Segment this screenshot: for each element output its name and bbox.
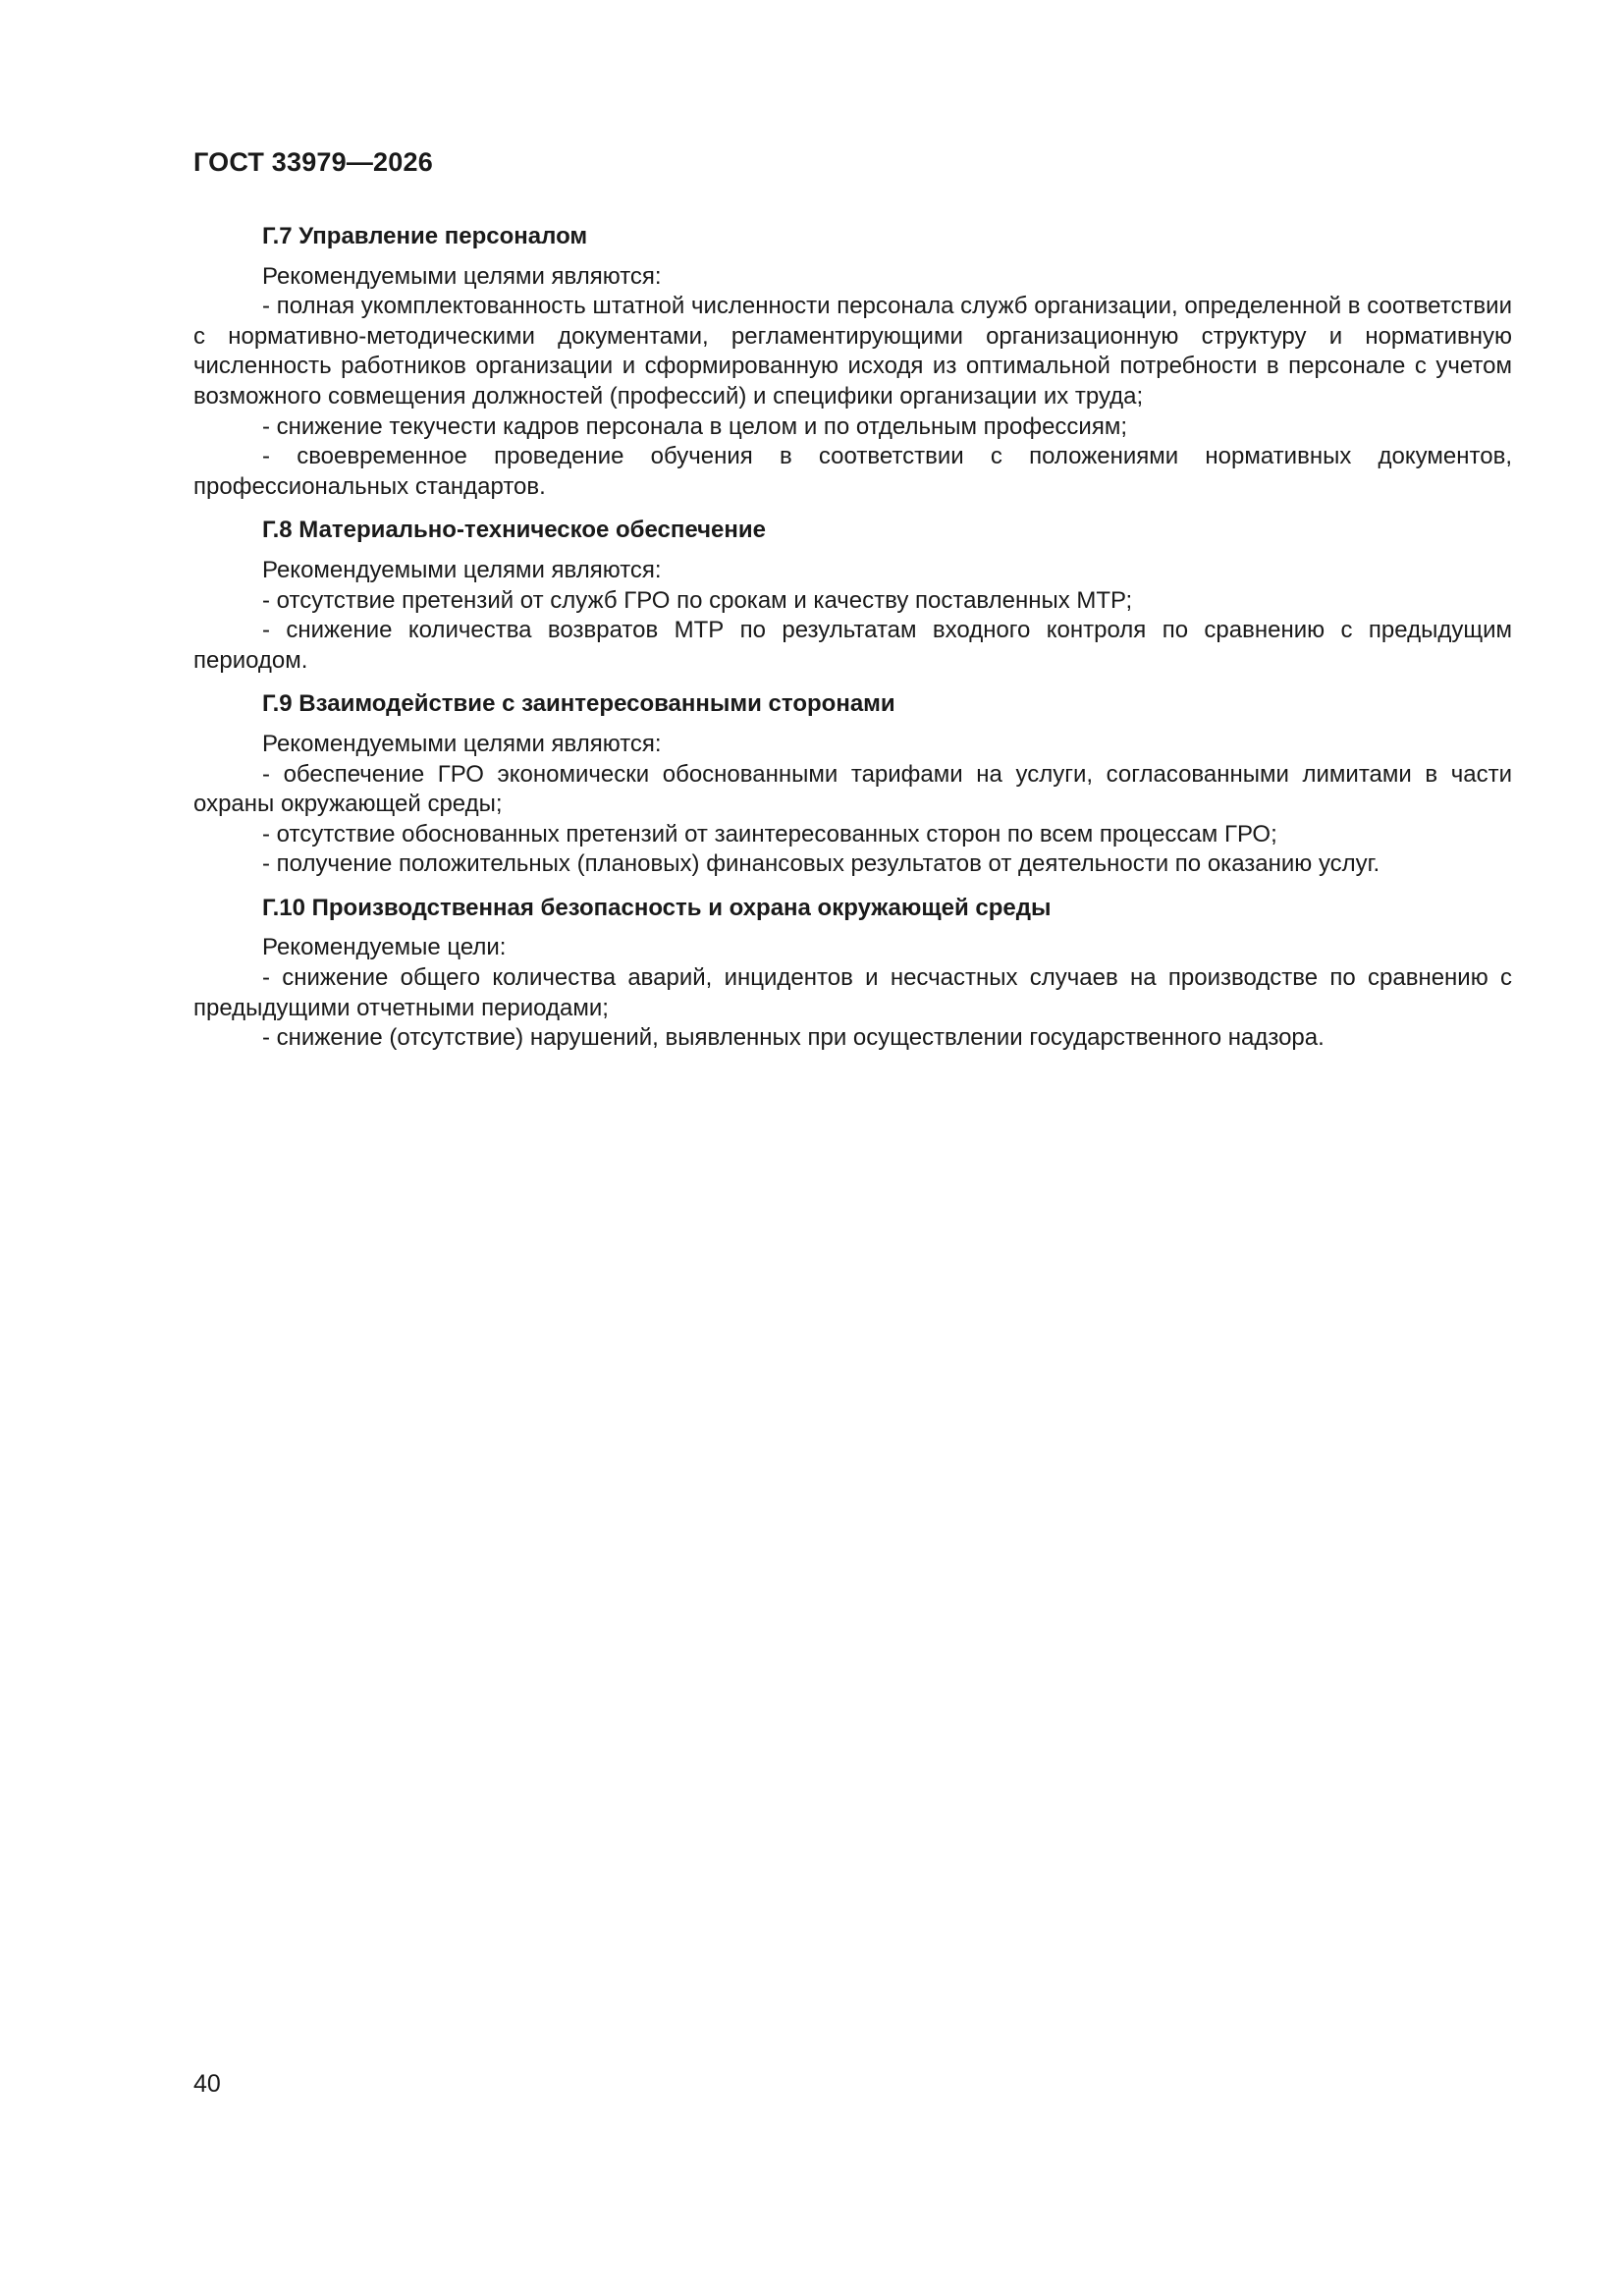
section-title: Г.8 Материально-техническое обеспечение xyxy=(262,517,766,544)
list-item: - снижение количества возвратов МТР по результатам входного контроля по сравнению с предыдущим периодом. xyxy=(193,617,1512,674)
section-title: Г.9 Взаимодействие с заинтересованными сторонами xyxy=(262,690,895,718)
section-title: Г.7 Управление персоналом xyxy=(262,223,588,249)
list-item: - снижение текучести кадров персонала в целом и по отдельным профессиям; xyxy=(262,412,1128,440)
section-intro: Рекомендуемыми целями являются: xyxy=(262,556,662,583)
list-item: - отсутствие обоснованных претензий от заинтересованных сторон по всем процессам ГРО; xyxy=(262,820,1277,847)
section-g10 xyxy=(193,894,1512,1054)
document-header: ГОСТ 33979—2026 xyxy=(193,147,433,177)
list-item: - полная укомплектованность штатной численности персонала служб организации, определенной в соответствии с нормативно-методическими документами, регламентирующими организационную структуру и нормативную численность работников организации и сформированную исходя из оптимальной потребности в персонале с учетом возможного совмещения должностей (профессий) и специфики организации их труда; xyxy=(193,293,1512,410)
section-intro: Рекомендуемыми целями являются: xyxy=(262,262,662,290)
list-item: - своевременное проведение обучения в соответствии с положениями нормативных документов, профессиональных стандартов. xyxy=(193,443,1512,500)
section-g8 xyxy=(193,516,1512,676)
page-number: 40 xyxy=(193,2070,221,2098)
section-title: Г.10 Производственная безопасность и охрана окружающей среды xyxy=(262,894,1052,921)
document-body xyxy=(193,222,1512,1067)
section-g9 xyxy=(193,689,1512,880)
list-item: - снижение (отсутствие) нарушений, выявленных при осуществлении государственного надзора. xyxy=(262,1024,1325,1052)
list-item: - отсутствие претензий от служб ГРО по срокам и качеству поставленных МТР; xyxy=(262,586,1133,614)
section-g7 xyxy=(193,222,1512,502)
list-item: - получение положительных (плановых) финансовых результатов от деятельности по оказанию услуг. xyxy=(262,850,1380,878)
list-item: - обеспечение ГРО экономически обоснованными тарифами на услуги, согласованными лимитами в части охраны окружающей среды; xyxy=(193,760,1512,818)
list-item: - снижение общего количества аварий, инцидентов и несчастных случаев на производстве по сравнению с предыдущими отчетными периодами; xyxy=(193,964,1512,1021)
section-intro: Рекомендуемые цели: xyxy=(262,934,507,961)
section-intro: Рекомендуемыми целями являются: xyxy=(262,730,662,757)
